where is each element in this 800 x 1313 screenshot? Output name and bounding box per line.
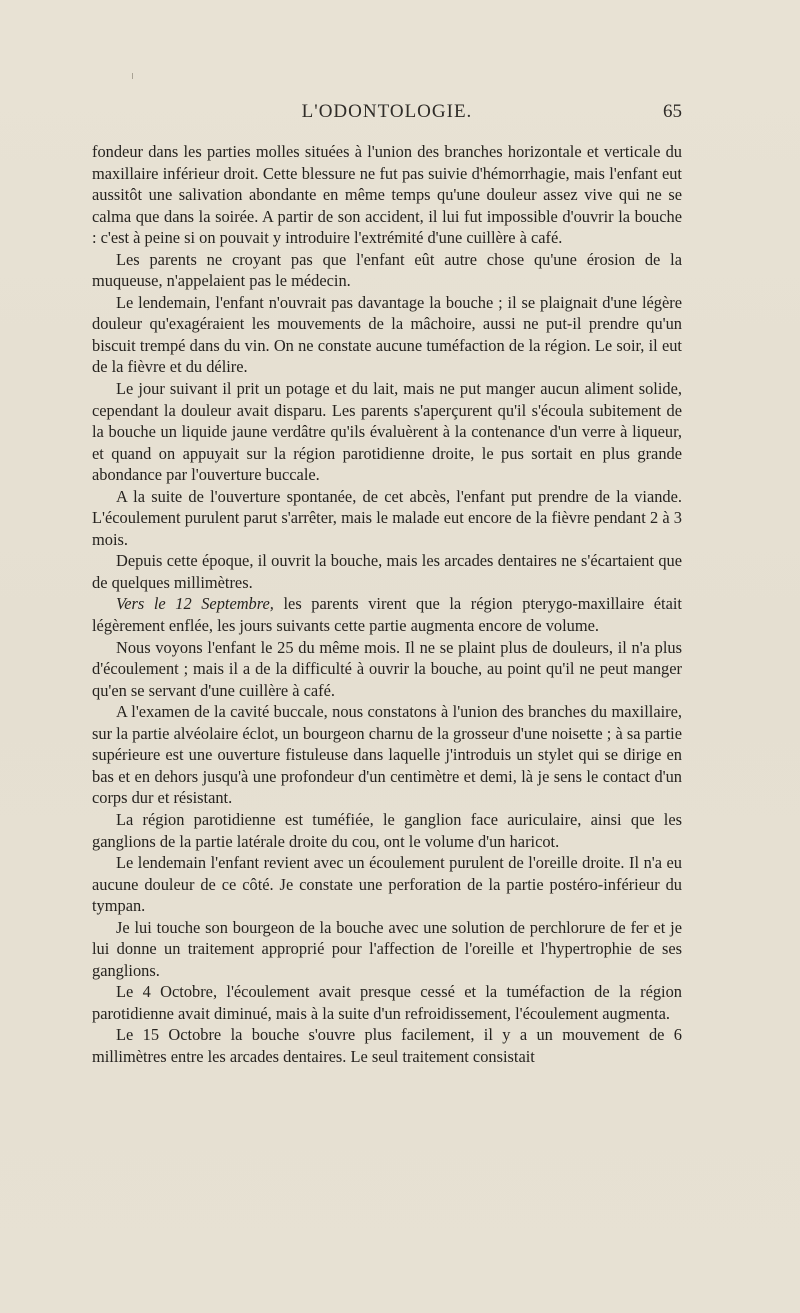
paragraph: Depuis cette époque, il ouvrit la bouche, mais les arcades dentaires ne s'écartaient que de quelques millimètres. xyxy=(92,551,682,592)
paragraph: A la suite de l'ouverture spontanée, de cet abcès, l'enfant put prendre de la viande. L'écoulement purulent parut s'arrêter, mais le malade eut encore de la fièvre pendant 2 à 3 mois. xyxy=(92,486,682,549)
paragraph: Le 4 Octobre, l'écoulement avait presque cessé et la tuméfaction de la région parotidienne avait diminué, mais à la suite d'un refroidissement, l'écoulement augmenta. xyxy=(92,982,682,1023)
paragraph: Les parents ne croyant pas que l'enfant eût autre chose qu'une érosion de la muqueuse, n'appelaient pas le médecin. xyxy=(92,249,682,291)
paragraph: Le lendemain, l'enfant n'ouvrait pas davantage la bouche ; il se plaignait d'une légère douleur qu'exagéraient les mouvements de la mâchoire, aussi ne put-il prendre qu'un biscuit trempé dans du vin. On ne constate aucune tuméfaction de la région. Le soir, il eut de la fièvre et du délire. xyxy=(92,292,682,377)
italic-date: Vers le 12 Septembre, xyxy=(116,594,274,614)
paragraph: Le 15 Octobre la bouche s'ouvre plus facilement, il y a un mouvement de 6 millimètres entre les arcades dentaires. Le seul traitement consistait xyxy=(92,1025,682,1066)
paragraph xyxy=(92,593,682,636)
paragraph: A l'examen de la cavité buccale, nous constatons à l'union des branches du maxillaire, sur la partie alvéolaire éclot, un bourgeon charnu de la grosseur d'une noisette ; à sa partie supérieure est une ouverture fistuleuse dans laquelle j'introduis un stylet qui se dirige en bas et en dehors jusqu'à une profondeur d'un centimètre et demi, là je sens le contact d'un corps dur et résistant. xyxy=(92,702,682,808)
page-number: 65 xyxy=(663,101,682,122)
body-text xyxy=(92,141,682,1068)
paragraph: Le lendemain l'enfant revient avec un écoulement purulent de l'oreille droite. Il n'a eu aucune douleur de ce côté. Je constate une perforation de la partie postéro-inférieur du tympan. xyxy=(92,853,682,916)
paragraph: La région parotidienne est tuméfiée, le ganglion face auriculaire, ainsi que les ganglions de la partie latérale droite du cou, ont le volume d'un haricot. xyxy=(92,809,682,851)
paper-speck xyxy=(132,73,133,79)
paragraph-text: les parents virent que la région pterygo-maxillaire était légèrement enflée, les jours suivants cette partie augmenta encore de volume. xyxy=(92,594,682,636)
paragraph-continuation: fondeur dans les parties molles situées à l'union des branches horizontale et verticale du maxillaire inférieur droit. Cette blessure ne fut pas suivie d'hémorrhagie, mais l'enfant eut aussitôt une salivation abondante en même temps qu'une douleur assez vive qui ne se calma que dans la soirée. A partir de son accident, il lui fut impossible d'ouvrir la bouche : c'est à peine si on pouvait y introduire l'extrémité d'une cuillère à café. xyxy=(92,142,682,248)
page-header xyxy=(92,101,682,129)
running-title: L'ODONTOLOGIE. xyxy=(301,101,473,122)
paragraph: Nous voyons l'enfant le 25 du même mois. Il ne se plaint plus de douleurs, il n'a plus d'écoulement ; mais il a de la difficulté à ouvrir la bouche, au point qu'il ne peut manger qu'en se servant d'une cuillère à café. xyxy=(92,637,682,700)
paragraph: Le jour suivant il prit un potage et du lait, mais ne put manger aucun aliment solide, cependant la douleur avait disparu. Les parents s'aperçurent qu'il s'écoula subitement de la bouche un liquide jaune verdâtre qu'ils évaluèrent à la contenance d'un verre à liqueur, et quand on appuyait sur la région parotidienne droite, le pus sortait en plus grande abondance par l'ouverture buccale. xyxy=(92,379,682,485)
paragraph: Je lui touche son bourgeon de la bouche avec une solution de perchlorure de fer et je lui donne un traitement approprié pour l'affection de l'oreille et l'hypertrophie de ses ganglions. xyxy=(92,917,682,980)
